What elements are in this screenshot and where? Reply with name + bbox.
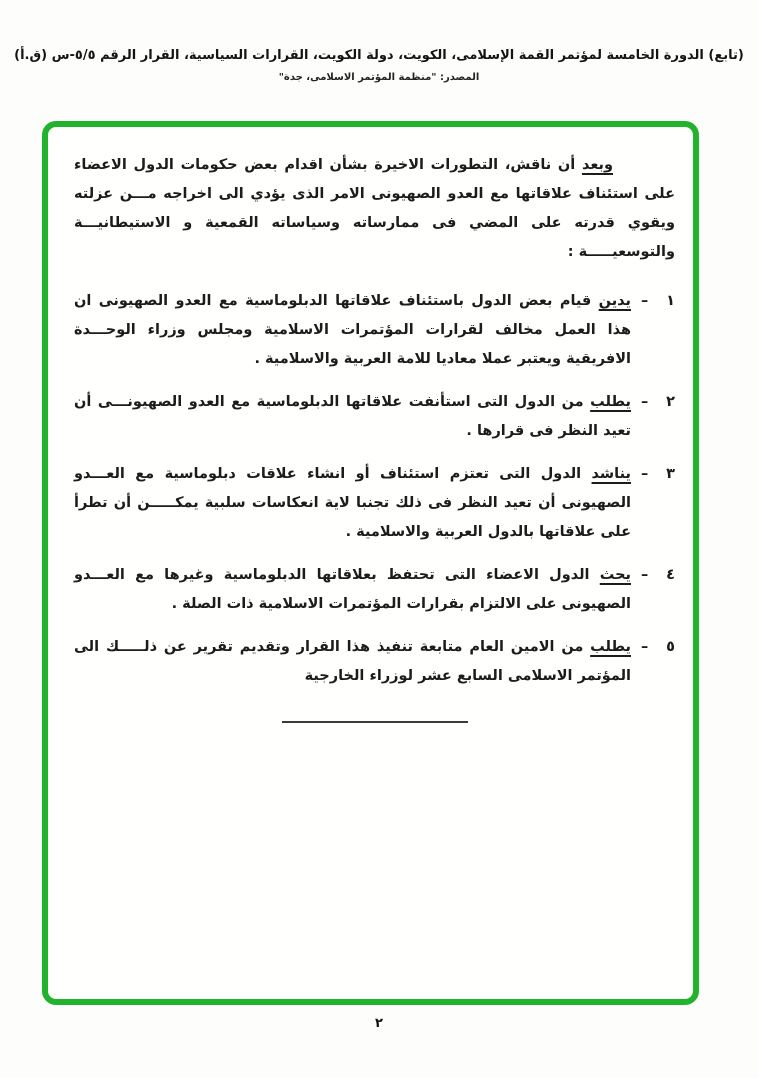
green-document-frame xyxy=(42,121,699,1005)
item-2-lead-word: يطلب xyxy=(590,394,631,410)
preamble-lead-word: وبعد xyxy=(581,157,613,173)
item-2-marker xyxy=(641,388,675,446)
resolution-item-3 xyxy=(74,460,675,547)
item-1-body: قيام بعض الدول باستئناف علاقاتها الدبلوماسية مع العدو الصهيونى ان هذا العمل مخالف لقرارات المؤتمرات الاسلامية ومجلس وزراء الوحـــدة الافريقية ويعتبر عملا معاديا للامة العربية والاسلامية . xyxy=(74,293,631,367)
preamble-text: أن ناقش، التطورات الاخيرة بشأن اقدام بعض حكومات الدول الاعضاء على استئناف علاقاتها مع العدو الصهيونى الامر الذى يؤدي الى اخراجه مـــن عزلته ويقوي قدرته على المضي فى ممارساته وسياساته القمعية و الاستيطانيـــة والتوسعيـــــة : xyxy=(74,157,675,260)
item-4-text xyxy=(74,561,631,619)
resolution-item-5 xyxy=(74,633,675,691)
header-citation: (تابع) الدورة الخامسة لمؤتمر القمة الإسلامى، الكويت، دولة الكويت، القرارات السياسية، القرار الرقم ٥/٥-س (ق.أ) xyxy=(14,48,744,63)
item-2-text xyxy=(74,388,631,446)
resolution-item-4 xyxy=(74,561,675,619)
item-3-dash: – xyxy=(641,466,649,482)
preamble-paragraph xyxy=(74,151,675,267)
item-5-text xyxy=(74,633,631,691)
resolution-items-list xyxy=(74,287,675,691)
item-5-lead-word: يطلب xyxy=(590,639,631,655)
item-1-number: ١ xyxy=(666,293,675,309)
item-5-body: من الامين العام متابعة تنفيذ هذا القرار وتقديم تقرير عن ذلـــــك الى المؤتمر الاسلامى السابع عشر لوزراء الخارجية xyxy=(74,639,631,684)
header-source: المصدر: "منظمة المؤتمر الاسلامى، جدة" xyxy=(278,72,480,83)
item-5-dash: – xyxy=(641,639,649,655)
resolution-item-2 xyxy=(74,388,675,446)
item-3-text xyxy=(74,460,631,547)
item-4-lead-word: يحث xyxy=(599,567,631,583)
item-4-number: ٤ xyxy=(666,567,675,583)
item-1-lead-word: يدين xyxy=(598,293,631,309)
item-3-number: ٣ xyxy=(666,466,675,482)
item-1-text xyxy=(74,287,631,374)
item-2-number: ٢ xyxy=(666,394,675,410)
item-5-number: ٥ xyxy=(666,639,675,655)
item-5-marker xyxy=(641,633,675,691)
item-1-marker xyxy=(641,287,675,374)
item-1-dash: – xyxy=(641,293,649,309)
item-4-body: الدول الاعضاء التى تحتفظ بعلاقاتها الدبلوماسية وغيرها مع العـــدو الصهيونى على الالتزام بقرارات المؤتمرات الاسلامية ذات الصلة . xyxy=(74,567,631,612)
document-header xyxy=(0,48,758,83)
item-3-lead-word: يناشد xyxy=(591,466,631,482)
item-4-marker xyxy=(641,561,675,619)
document-body xyxy=(48,127,693,723)
item-4-dash: – xyxy=(641,567,649,583)
item-2-body: من الدول التى استأنفت علاقاتها الدبلوماسية مع العدو الصهيونـــى أن تعيد النظر فى قرارها . xyxy=(74,394,631,439)
item-3-marker xyxy=(641,460,675,547)
closing-divider-line xyxy=(282,721,468,723)
page-number: ٢ xyxy=(375,1016,383,1031)
item-2-dash: – xyxy=(641,394,649,410)
item-3-body: الدول التى تعتزم استئناف أو انشاء علاقات دبلوماسية مع العـــدو الصهيونى أن تعيد النظر فى ذلك تجنبا لاية انعكاسات سلبية يمكـــــن أن تطرأ على علاقاتها بالدول العربية والاسلامية . xyxy=(74,466,631,540)
resolution-item-1 xyxy=(74,287,675,374)
